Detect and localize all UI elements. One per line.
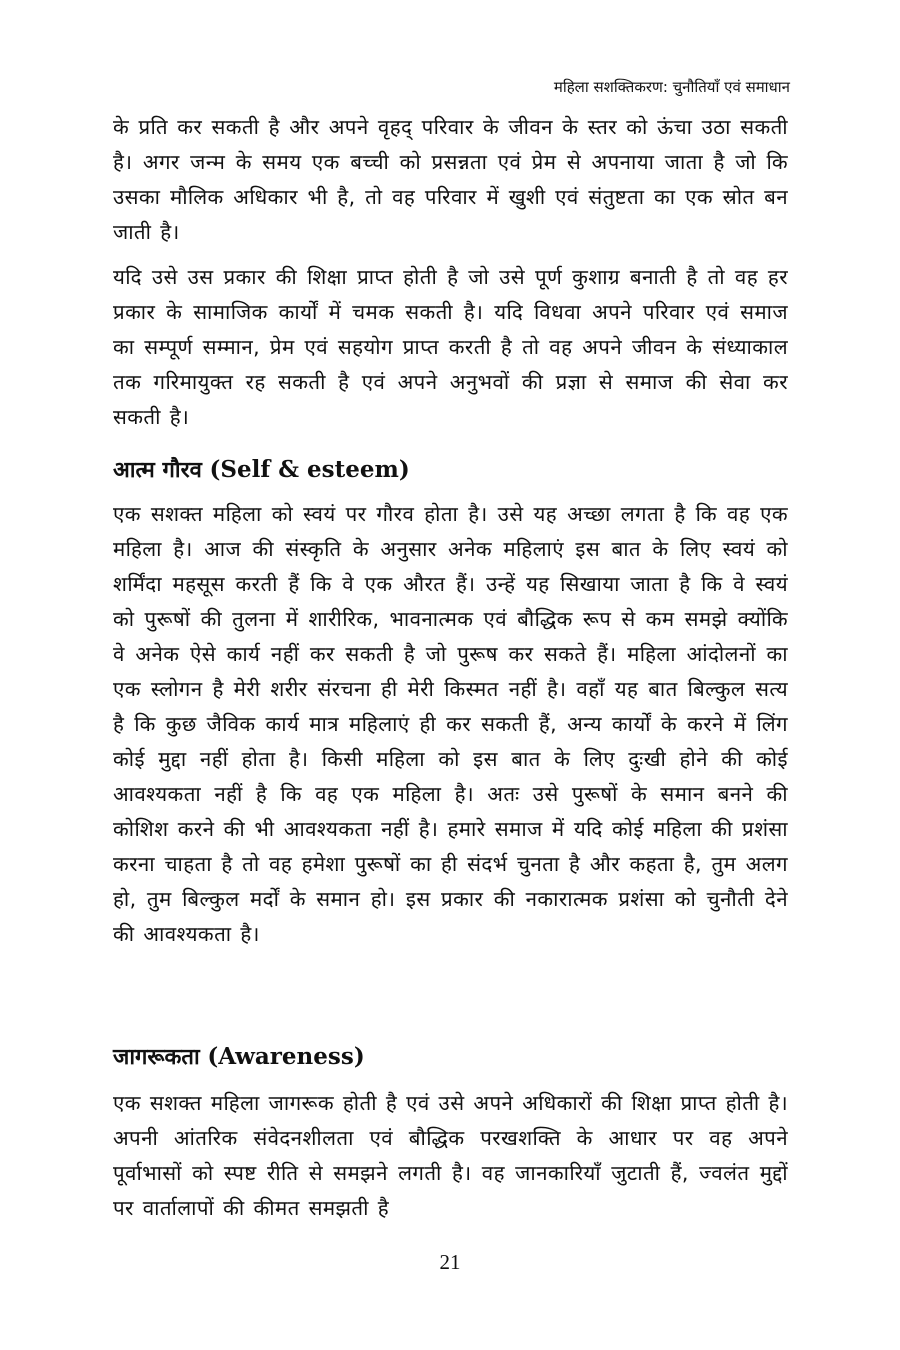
paragraph-2: यदि उसे उस प्रकार की शिक्षा प्राप्त होती है जो उसे पूर्ण कुशाग्र बनाती है तो वह हर प्रकार के सामाजिक कार्यों में चमक सकती है। यदि विधवा अपने परिवार एवं समाज का सम्पूर्ण सम्मान, प्रेम एवं सहयोग प्राप्त करती है तो वह अपने जीवन के संध्याकाल तक गरिमायुक्त रह सकती है एवं अपने अनुभवों की प्रज्ञा से समाज की सेवा कर सकती है। xyxy=(113,265,788,429)
page-number: 21 xyxy=(439,1250,461,1274)
heading-english-text: (Awareness) xyxy=(207,1043,365,1070)
paragraph-1: के प्रति कर सकती है और अपने वृहद् परिवार के जीवन के स्तर को ऊंचा उठा सकती है। अगर जन्म के समय एक बच्ची को प्रसन्नता एवं प्रेम से अपनाया जाता है जो कि उसका मौलिक अधिकार भी है, तो वह परिवार में खुशी एवं संतुष्टता का एक स्रोत बन जाती है। xyxy=(113,115,788,244)
heading-hindi-text: आत्म गौरव xyxy=(113,458,202,483)
running-header: महिला सशक्तिकरण: चुनौतियाँ एवं समाधान xyxy=(553,78,790,96)
paragraph-3: एक सशक्त महिला को स्वयं पर गौरव होता है। उसे यह अच्छा लगता है कि वह एक महिला है। आज की संस्कृति के अनुसार अनेक महिलाएं इस बात के लिए स्वयं को शर्मिंदा महसूस करती हैं कि वे एक औरत हैं। उन्हें यह सिखाया जाता है कि वे स्वयं को पुरूषों की तुलना में शारीरिक, भावनात्मक एवं बौद्धिक रूप से कम समझे क्योंकि वे अनेक ऐसे कार्य नहीं कर सकती है जो पुरूष कर सकते हैं। महिला आंदोलनों का एक स्लोगन है मेरी शरीर संरचना ही मेरी किस्मत नहीं है। वहाँ यह बात बिल्कुल सत्य है कि कुछ जैविक कार्य मात्र महिलाएं ही कर सकती हैं, अन्य कार्यों के करने में लिंग कोई मुद्दा नहीं होता है। किसी महिला को इस बात के लिए दुःखी होने की कोई आवश्यकता नहीं है कि वह एक महिला है। अतः उसे पुरूषों के समान बनने की कोशिश करने की भी आवश्यकता नहीं है। हमारे समाज में यदि कोई महिला की प्रशंसा करना चाहता है तो वह हमेशा पुरूषों का ही संदर्भ चुनता है और कहता है, तुम अलग हो, तुम बिल्कुल मर्दों के समान हो। इस प्रकार की नकारात्मक प्रशंसा को चुनौती देने की आवश्यकता है। xyxy=(113,502,788,946)
heading-hindi-text: जागरूकता xyxy=(113,1045,200,1070)
section-heading-awareness xyxy=(113,1042,365,1073)
heading-english-text: (Self & esteem) xyxy=(209,456,410,483)
section-heading-self-esteem xyxy=(113,455,410,486)
paragraph-4: एक सशक्त महिला जागरूक होती है एवं उसे अपने अधिकारों की शिक्षा प्राप्त होती है। अपनी आंतरिक संवेदनशीलता एवं बौद्धिक परखशक्ति के आधार पर वह अपने पूर्वाभासों को स्पष्ट रीति से समझने लगती है। वह जानकारियाँ जुटाती हैं, ज्वलंत मुद्दों पर वार्तालापों की कीमत समझती है xyxy=(113,1091,788,1220)
